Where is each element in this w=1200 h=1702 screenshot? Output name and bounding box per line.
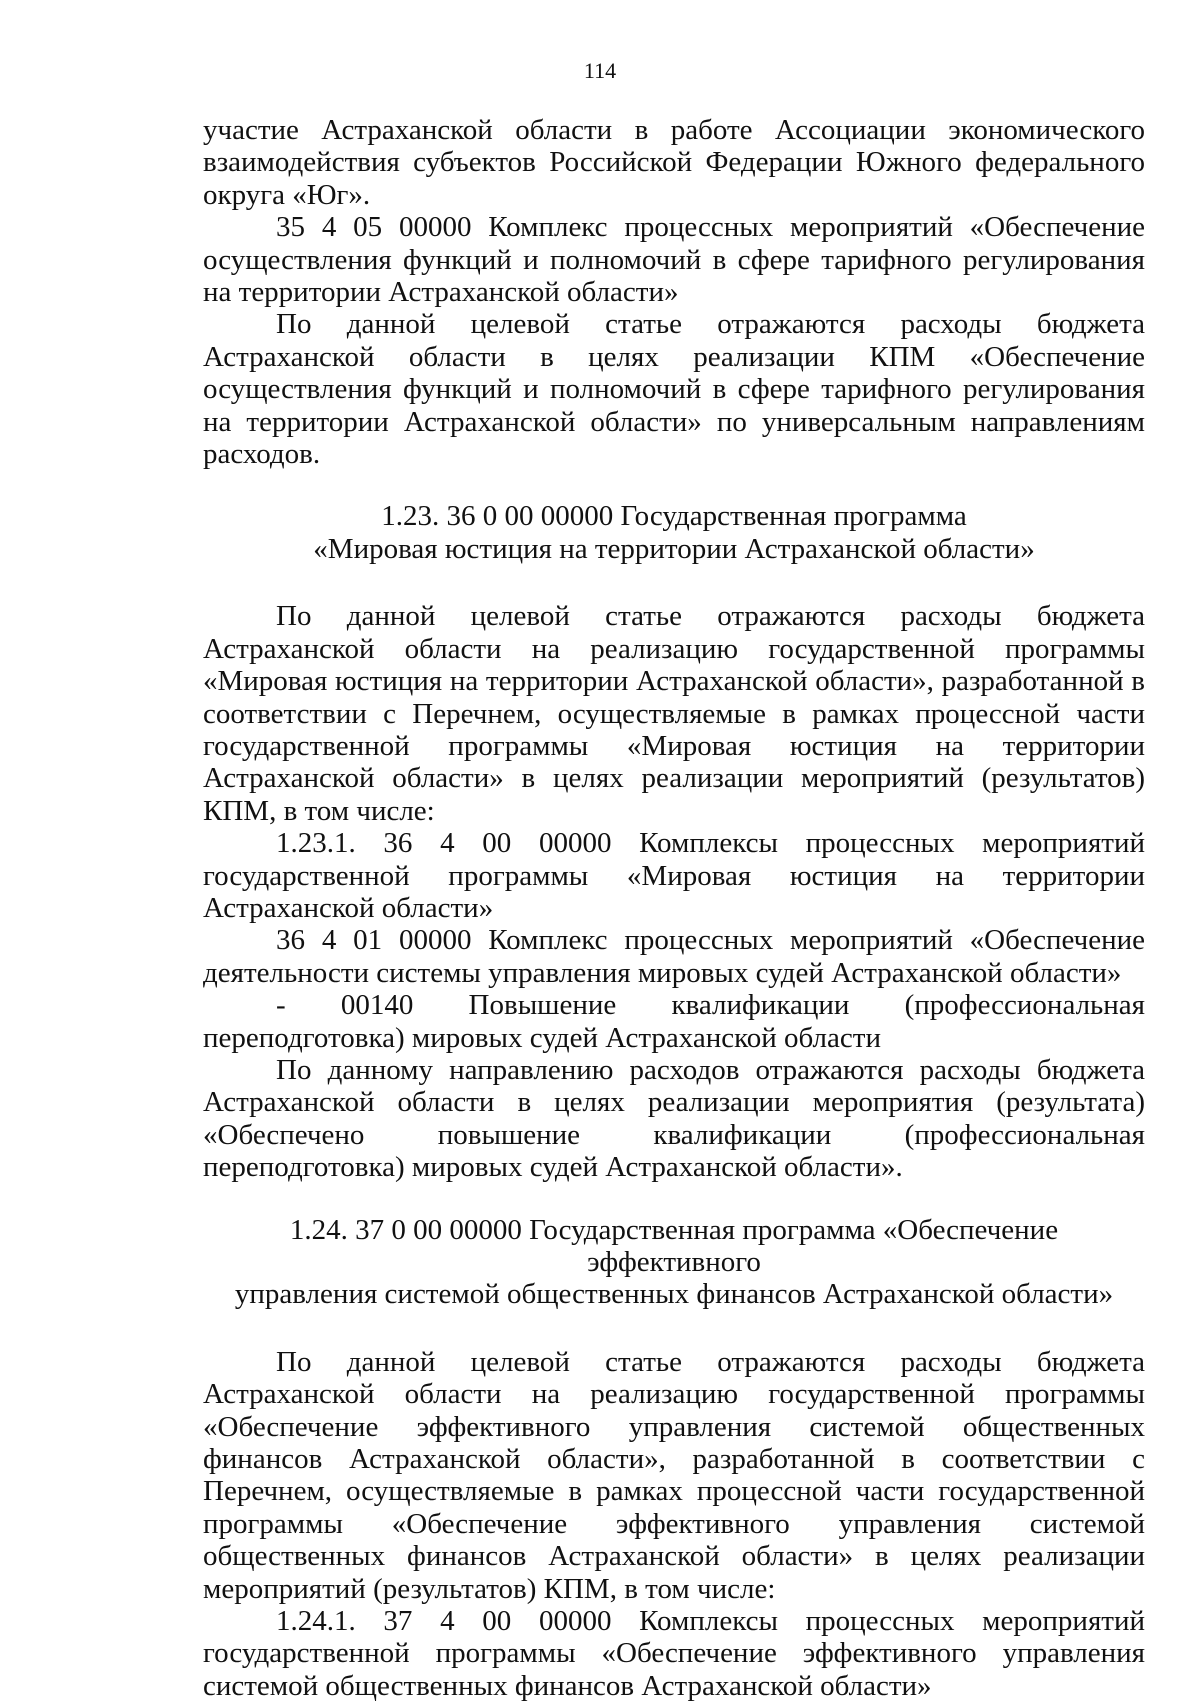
paragraph-subsection-1-23-1: 1.23.1. 36 4 00 00000 Комплексы процессных мероприятий государственной программы «Мировая юстиция на территории Астраханской области» xyxy=(203,827,1145,924)
section-heading-line: 1.23. 36 0 00 00000 Государственная программа xyxy=(381,500,967,533)
section-heading-line: управления системой общественных финансов Астраханской области» xyxy=(234,1278,1114,1311)
paragraph-subsection-1-24-1: 1.24.1. 37 4 00 00000 Комплексы процессных мероприятий государственной программы «Обеспечение эффективного управления системой общественных финансов Астраханской области» xyxy=(203,1605,1145,1702)
section-heading-line: «Мировая юстиция на территории Астраханской области» xyxy=(313,532,1035,565)
document-body xyxy=(203,114,1145,1702)
paragraph: По данному направлению расходов отражаются расходы бюджета Астраханской области в целях реализации мероприятия (результата) «Обеспечено повышение квалификации (профессиональная переподготовка) мировых судей Астраханской области». xyxy=(203,1053,1145,1184)
page-number: 114 xyxy=(583,58,617,83)
paragraph-kpm-36-4-01: 36 4 01 00000 Комплекс процессных мероприятий «Обеспечение деятельности системы управления мировых судей Астраханской области» xyxy=(203,924,1145,989)
paragraph-direction-00140: - 00140 Повышение квалификации (профессиональная переподготовка) мировых судей Астраханской области xyxy=(203,989,1145,1054)
paragraph-kpm-35-4-05: 35 4 05 00000 Комплекс процессных мероприятий «Обеспечение осуществления функций и полномочий в сфере тарифного регулирования на территории Астраханской области» xyxy=(203,211,1145,309)
paragraph: По данной целевой статье отражаются расходы бюджета Астраханской области на реализацию государственной программы «Обеспечение эффективного управления системой общественных финансов Астраханской области», разработанной в соответствии с Перечнем, осуществляемые в рамках процессной части государственной программы «Обеспечение эффективного управления системой общественных финансов Астраханской области» в целях реализации мероприятий (результатов) КПМ, в том числе: xyxy=(203,1345,1145,1605)
paragraph: участие Астраханской области в работе Ассоциации экономического взаимодействия субъектов Российской Федерации Южного федерального округа «Юг». xyxy=(203,114,1145,211)
section-heading-1-24 xyxy=(203,1214,1145,1311)
section-heading-line: 1.24. 37 0 00 00000 Государственная программа «Обеспечение эффективного xyxy=(289,1213,1059,1278)
section-heading-1-23 xyxy=(203,500,1145,565)
paragraph: По данной целевой статье отражаются расходы бюджета Астраханской области на реализацию государственной программы «Мировая юстиция на территории Астраханской области», разработанной в соответствии с Перечнем, осуществляемые в рамках процессной части государственной программы «Мировая юстиция на территории Астраханской области» в целях реализации мероприятий (результатов) КПМ, в том числе: xyxy=(203,600,1145,827)
paragraph: По данной целевой статье отражаются расходы бюджета Астраханской области в целях реализации КПМ «Обеспечение осуществления функций и полномочий в сфере тарифного регулирования на территории Астраханской области» по универсальным направлениям расходов. xyxy=(203,308,1145,471)
